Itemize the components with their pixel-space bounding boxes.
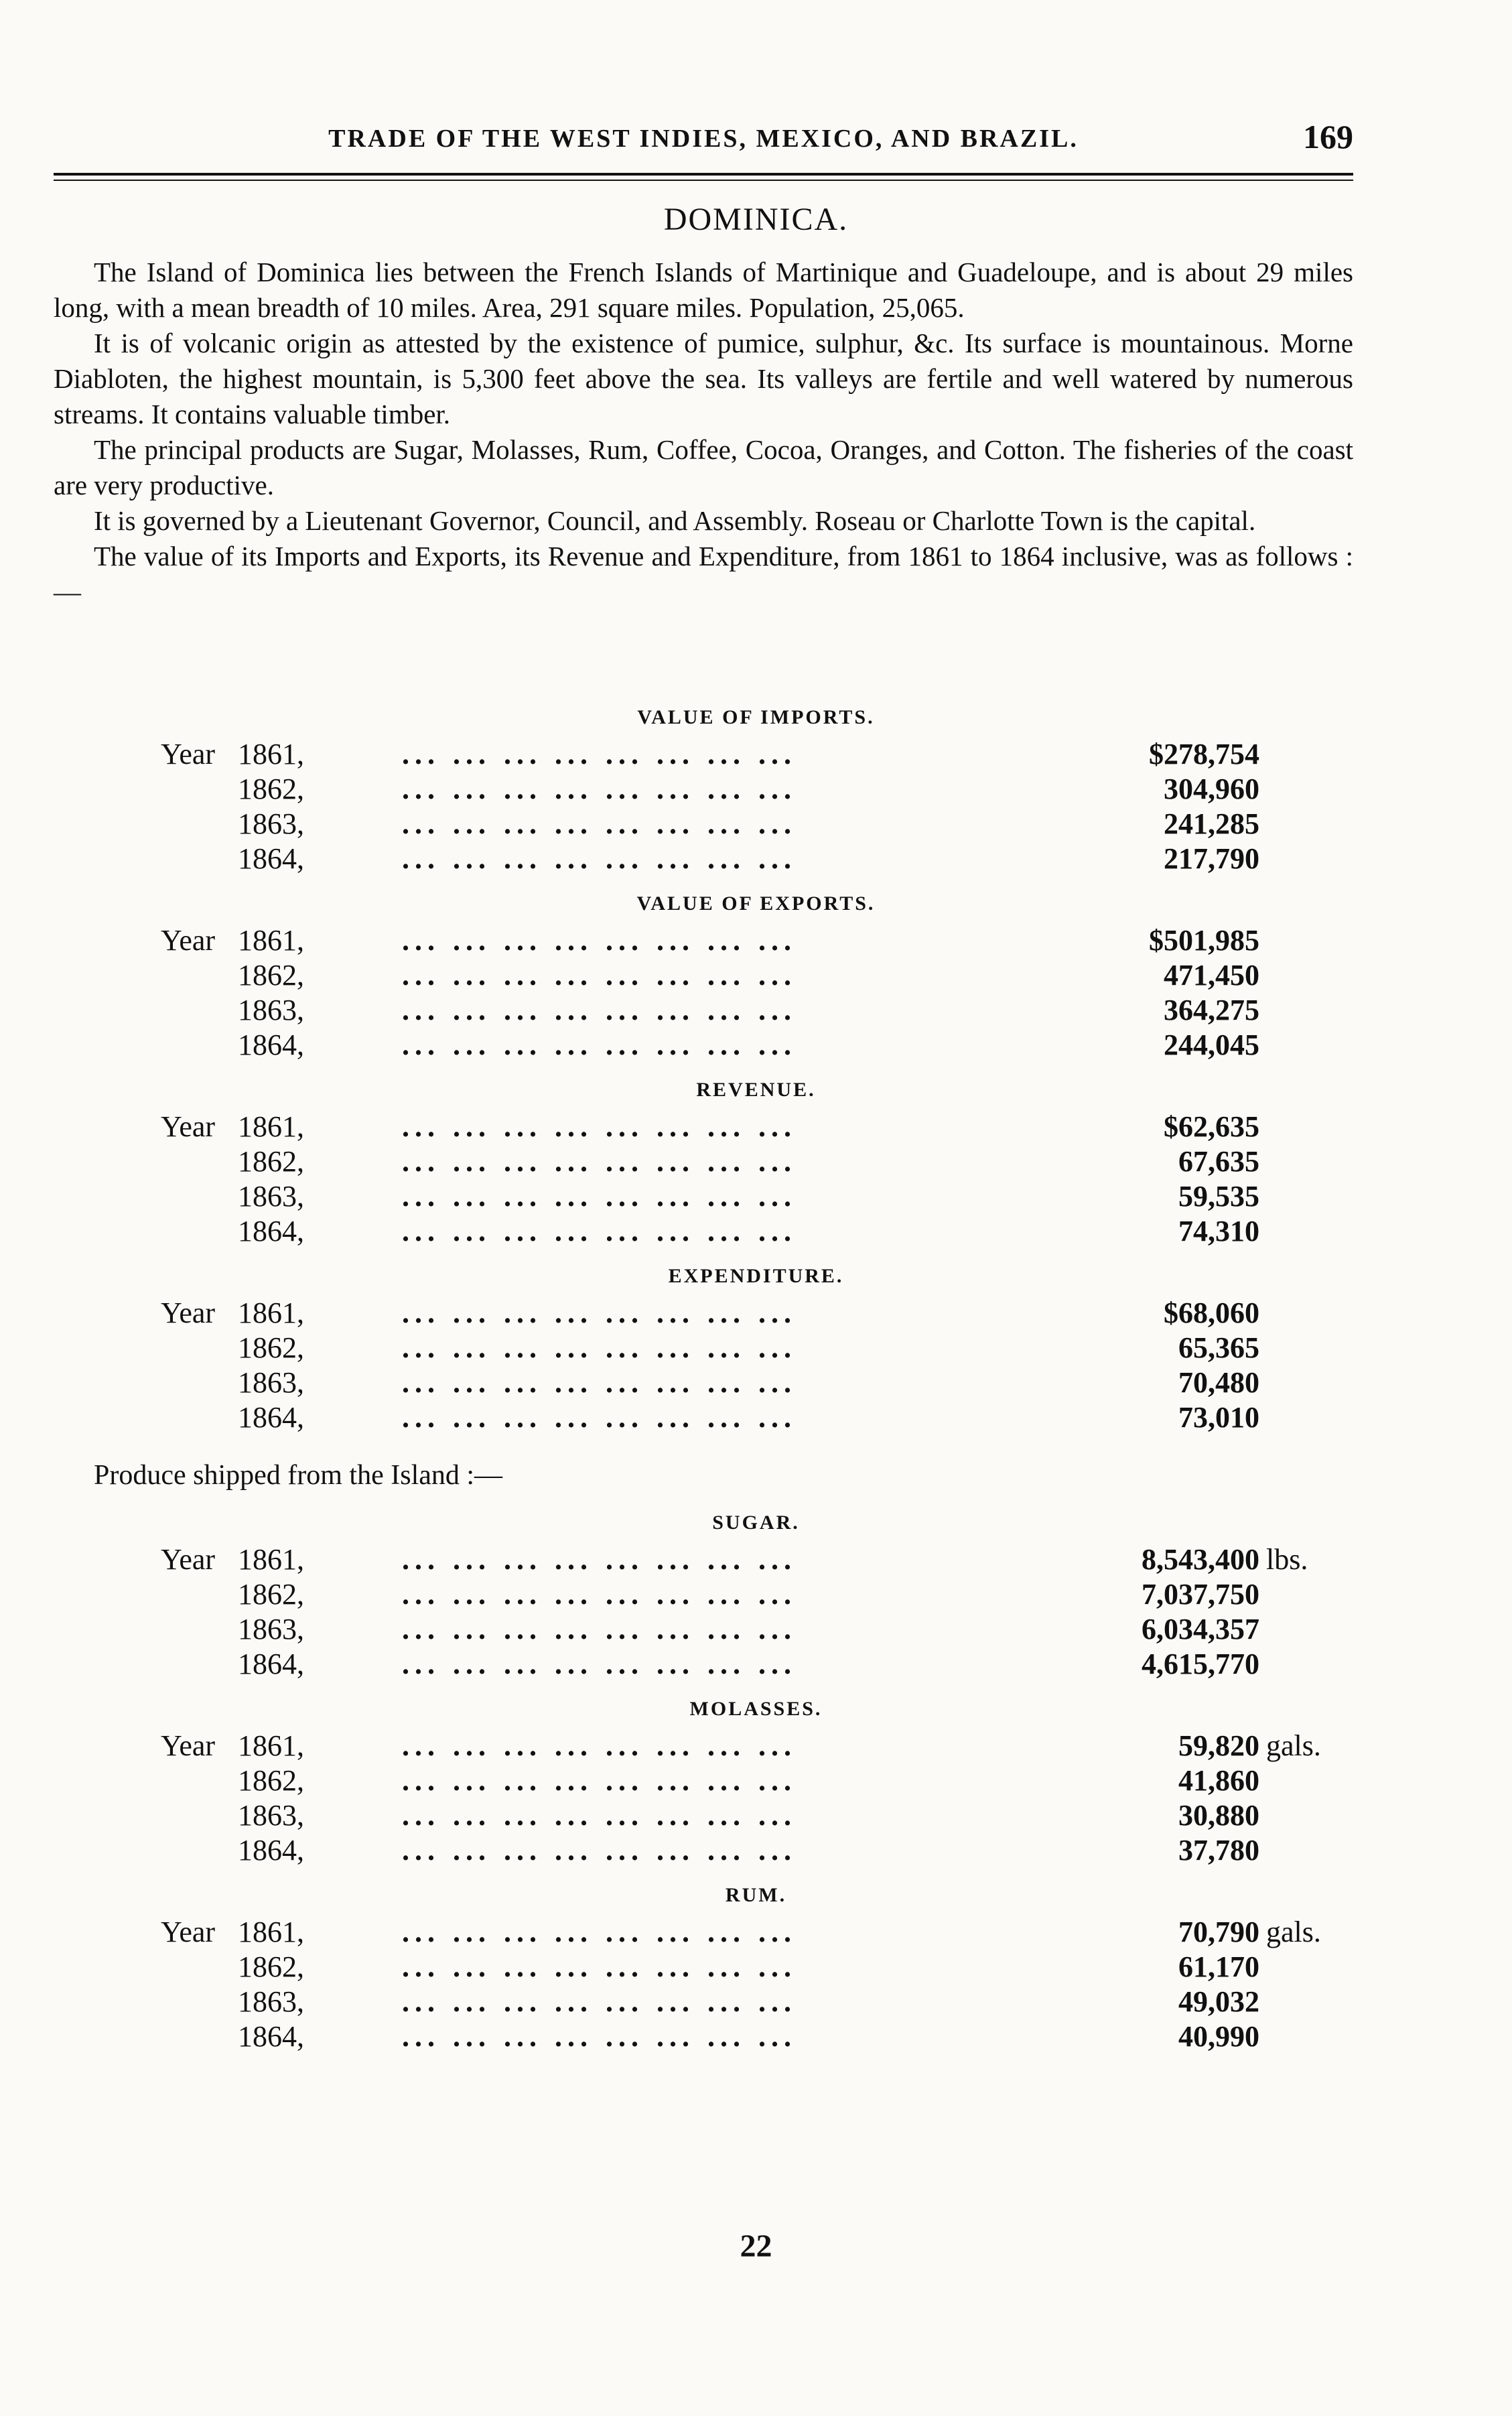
value: 364,275 <box>1164 994 1259 1026</box>
value: 304,960 <box>1164 773 1259 805</box>
year-label: Year <box>161 924 216 957</box>
sugar-table <box>0 1503 1512 1682</box>
table-row <box>0 1985 1512 2019</box>
table-title: REVENUE. <box>696 1079 816 1101</box>
year: 1864, <box>238 1834 304 1867</box>
year: 1861, <box>238 924 304 957</box>
paragraph: The principal products are Sugar, Molasses, Rum, Coffee, Cocoa, Oranges, and Cotton. The fisheries of the coast are very productive. <box>54 434 1353 500</box>
leader-dots: ... ... ... ... ... ... ... ... <box>402 1799 797 1832</box>
year: 1862, <box>238 1764 304 1797</box>
header-rule <box>54 173 1353 181</box>
table-row <box>0 772 1512 807</box>
leader-dots: ... ... ... ... ... ... ... ... <box>402 1648 797 1680</box>
value: $278,754 <box>1149 738 1259 770</box>
table-row <box>0 1400 1512 1435</box>
table-row <box>0 737 1512 772</box>
value: 61,170 <box>1178 1950 1259 1983</box>
year-label: Year <box>161 1729 216 1762</box>
year: 1862, <box>238 1145 304 1178</box>
leader-dots: ... ... ... ... ... ... ... ... <box>402 1180 797 1213</box>
table-row <box>0 1729 1512 1763</box>
year: 1862, <box>238 1331 304 1364</box>
leader-dots: ... ... ... ... ... ... ... ... <box>402 1950 797 1983</box>
leader-dots: ... ... ... ... ... ... ... ... <box>402 994 797 1026</box>
year: 1864, <box>238 1648 304 1680</box>
leader-dots: ... ... ... ... ... ... ... ... <box>402 1834 797 1867</box>
table-row <box>0 1763 1512 1798</box>
year: 1863, <box>238 807 304 840</box>
value: 7,037,750 <box>1142 1578 1259 1611</box>
leader-dots: ... ... ... ... ... ... ... ... <box>402 1028 797 1061</box>
table-title: VALUE OF IMPORTS. <box>637 706 875 728</box>
year: 1861, <box>238 1729 304 1762</box>
year: 1864, <box>238 1401 304 1434</box>
table-row <box>0 1542 1512 1577</box>
year: 1862, <box>238 773 304 805</box>
value: 244,045 <box>1164 1028 1259 1061</box>
table-row <box>0 1144 1512 1179</box>
value: 49,032 <box>1178 1985 1259 2018</box>
table-title: SUGAR. <box>712 1512 800 1534</box>
year-label: Year <box>161 1916 216 1948</box>
leader-dots: ... ... ... ... ... ... ... ... <box>402 1985 797 2018</box>
year: 1861, <box>238 1110 304 1143</box>
value: 74,310 <box>1178 1215 1259 1248</box>
table-row <box>0 1028 1512 1063</box>
table-row <box>0 958 1512 993</box>
table-row <box>0 842 1512 876</box>
value: 70,790 <box>1178 1916 1259 1948</box>
paragraph: The Island of Dominica lies between the French Islands of Martinique and Guadeloupe, and is about 29 miles long, with a mean breadth of 10 miles. Area, 291 square miles. Population, 25,065. <box>54 257 1353 323</box>
value: $501,985 <box>1149 924 1259 957</box>
year: 1863, <box>238 1799 304 1832</box>
paragraph: It is of volcanic origin as attested by the existence of pumice, sulphur, &c. Its surface is mountainous. Morne Diabloten, the highest mountain, is 5,300 feet above the sea. Its valleys are fertile and well watered by numerous streams. It contains valuable timber. <box>54 328 1353 429</box>
value: 41,860 <box>1178 1764 1259 1797</box>
table-row <box>0 1577 1512 1612</box>
table-row <box>0 923 1512 958</box>
year-label: Year <box>161 738 216 770</box>
revenue-table <box>0 1071 1512 1249</box>
leader-dots: ... ... ... ... ... ... ... ... <box>402 773 797 805</box>
leader-dots: ... ... ... ... ... ... ... ... <box>402 807 797 840</box>
year: 1862, <box>238 959 304 992</box>
page-number: 169 <box>1303 118 1353 155</box>
leader-dots: ... ... ... ... ... ... ... ... <box>402 1729 797 1762</box>
year: 1864, <box>238 2020 304 2053</box>
leader-dots: ... ... ... ... ... ... ... ... <box>402 1110 797 1143</box>
value: 37,780 <box>1178 1834 1259 1867</box>
rum-table <box>0 1876 1512 2054</box>
value: 70,480 <box>1178 1366 1259 1399</box>
running-title: TRADE OF THE WEST INDIES, MEXICO, AND BRAZIL. <box>328 125 1079 153</box>
section-title: DOMINICA. <box>663 202 849 237</box>
table-row <box>0 1612 1512 1647</box>
leader-dots: ... ... ... ... ... ... ... ... <box>402 959 797 992</box>
table-row <box>0 1110 1512 1144</box>
leader-dots: ... ... ... ... ... ... ... ... <box>402 1613 797 1646</box>
table-row <box>0 1798 1512 1833</box>
table-row <box>0 1365 1512 1400</box>
year: 1862, <box>238 1578 304 1611</box>
value: 4,615,770 <box>1142 1648 1259 1680</box>
year: 1863, <box>238 1613 304 1646</box>
table-title: VALUE OF EXPORTS. <box>636 892 876 915</box>
leader-dots: ... ... ... ... ... ... ... ... <box>402 1401 797 1434</box>
value: 73,010 <box>1178 1401 1259 1434</box>
leader-dots: ... ... ... ... ... ... ... ... <box>402 1916 797 1948</box>
year: 1862, <box>238 1950 304 1983</box>
intro-text <box>54 255 1353 610</box>
table-title: RUM. <box>725 1884 787 1906</box>
value: $68,060 <box>1164 1296 1259 1329</box>
value: 241,285 <box>1164 807 1259 840</box>
exports-table <box>0 884 1512 1063</box>
leader-dots: ... ... ... ... ... ... ... ... <box>402 1764 797 1797</box>
value: 471,450 <box>1164 959 1259 992</box>
molasses-table <box>0 1690 1512 1868</box>
table-row <box>0 1179 1512 1214</box>
year: 1861, <box>238 1543 304 1576</box>
running-head <box>54 117 1353 164</box>
value: 217,790 <box>1164 842 1259 875</box>
leader-dots: ... ... ... ... ... ... ... ... <box>402 738 797 770</box>
unit: lbs. <box>1266 1543 1308 1576</box>
year: 1863, <box>238 1985 304 2018</box>
year: 1861, <box>238 1916 304 1948</box>
leader-dots: ... ... ... ... ... ... ... ... <box>402 842 797 875</box>
value: 40,990 <box>1178 2020 1259 2053</box>
table-row <box>0 1950 1512 1985</box>
leader-dots: ... ... ... ... ... ... ... ... <box>402 2020 797 2053</box>
leader-dots: ... ... ... ... ... ... ... ... <box>402 1543 797 1576</box>
table-row <box>0 993 1512 1028</box>
table-title: EXPENDITURE. <box>668 1265 844 1287</box>
table-row <box>0 1214 1512 1249</box>
leader-dots: ... ... ... ... ... ... ... ... <box>402 1296 797 1329</box>
table-row <box>0 1331 1512 1365</box>
table-row <box>0 807 1512 842</box>
statistics-tables <box>0 690 1512 2054</box>
paragraph: The value of its Imports and Exports, its Revenue and Expenditure, from 1861 to 1864 inclusive, was as follows :— <box>54 541 1353 607</box>
imports-table <box>0 698 1512 876</box>
expenditure-table <box>0 1257 1512 1435</box>
leader-dots: ... ... ... ... ... ... ... ... <box>402 1215 797 1248</box>
year: 1861, <box>238 1296 304 1329</box>
signature-mark: 22 <box>740 2228 772 2264</box>
year-label: Year <box>161 1296 216 1329</box>
leader-dots: ... ... ... ... ... ... ... ... <box>402 924 797 957</box>
year: 1861, <box>238 738 304 770</box>
table-row <box>0 1833 1512 1868</box>
value: 6,034,357 <box>1142 1613 1259 1646</box>
value: 59,535 <box>1178 1180 1259 1213</box>
leader-dots: ... ... ... ... ... ... ... ... <box>402 1578 797 1611</box>
leader-dots: ... ... ... ... ... ... ... ... <box>402 1331 797 1364</box>
year: 1864, <box>238 842 304 875</box>
value: 30,880 <box>1178 1799 1259 1832</box>
value: 65,365 <box>1178 1331 1259 1364</box>
leader-dots: ... ... ... ... ... ... ... ... <box>402 1145 797 1178</box>
value: 8,543,400 <box>1142 1543 1259 1576</box>
year-label: Year <box>161 1543 216 1576</box>
year: 1863, <box>238 1180 304 1213</box>
paragraph: It is governed by a Lieutenant Governor, Council, and Assembly. Roseau or Charlotte Town is the capital. <box>94 505 1256 536</box>
year: 1864, <box>238 1215 304 1248</box>
year: 1863, <box>238 1366 304 1399</box>
leader-dots: ... ... ... ... ... ... ... ... <box>402 1366 797 1399</box>
table-row <box>0 2019 1512 2054</box>
value: 67,635 <box>1178 1145 1259 1178</box>
table-row <box>0 1915 1512 1950</box>
table-row <box>0 1647 1512 1682</box>
value: $62,635 <box>1164 1110 1259 1143</box>
table-row <box>0 1296 1512 1331</box>
year-label: Year <box>161 1110 216 1143</box>
year: 1863, <box>238 994 304 1026</box>
unit: gals. <box>1266 1916 1321 1948</box>
value: 59,820 <box>1178 1729 1259 1762</box>
table-title: MOLASSES. <box>689 1698 823 1720</box>
unit: gals. <box>1266 1729 1321 1762</box>
year: 1864, <box>238 1028 304 1061</box>
produce-heading: Produce shipped from the Island :— <box>94 1460 503 1491</box>
